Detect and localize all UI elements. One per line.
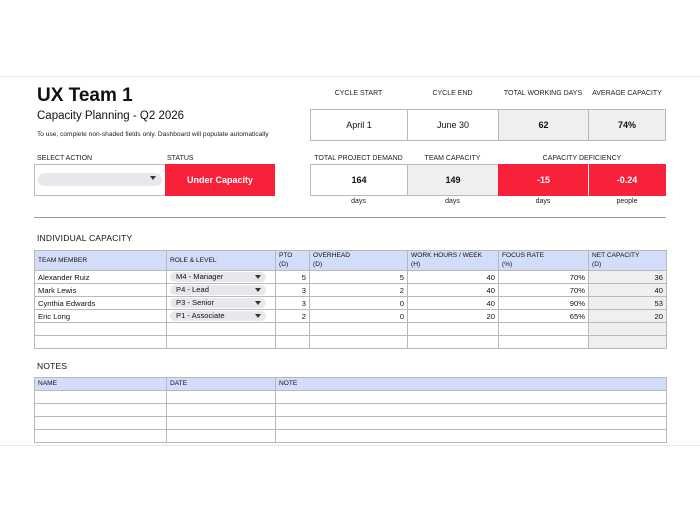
notes-row: [35, 391, 667, 404]
empty-cell[interactable]: [499, 323, 589, 336]
average-capacity-label: AVERAGE CAPACITY: [592, 90, 662, 97]
member-name-cell[interactable]: Mark Lewis: [35, 284, 167, 297]
notes-title: NOTES: [37, 361, 68, 371]
role-cell[interactable]: [167, 310, 276, 323]
page-subtitle: Capacity Planning - Q2 2026: [37, 110, 185, 122]
deficiency-days-cell: -15: [498, 164, 589, 196]
empty-net-cell: [589, 323, 667, 336]
pto-cell[interactable]: 5: [276, 271, 310, 284]
empty-cell[interactable]: [499, 336, 589, 349]
empty-cell[interactable]: [408, 323, 499, 336]
notes-row: [35, 430, 667, 443]
role-dropdown[interactable]: M4 - Manager: [170, 272, 266, 282]
net-capacity-cell: 53: [589, 297, 667, 310]
role-dropdown[interactable]: P4 - Lead: [170, 285, 266, 295]
hours-cell[interactable]: 20: [408, 310, 499, 323]
working-days-label: TOTAL WORKING DAYS: [503, 90, 583, 97]
member-name-cell[interactable]: Alexander Ruiz: [35, 271, 167, 284]
hours-cell[interactable]: 40: [408, 297, 499, 310]
focus-cell[interactable]: 65%: [499, 310, 589, 323]
empty-cell[interactable]: [35, 323, 167, 336]
total-demand-label: TOTAL PROJECT DEMAND: [314, 155, 403, 162]
chevron-down-icon: [150, 176, 156, 180]
note-name-cell[interactable]: [35, 417, 167, 430]
instructions-text: To use, complete non-shaded fields only. Dashboard will populate automatically: [37, 131, 269, 138]
focus-cell[interactable]: 70%: [499, 271, 589, 284]
team-capacity-cell: 149: [407, 164, 499, 196]
col-header-hours: WORK HOURS / WEEK (H): [408, 251, 499, 271]
col-header-name: NAME: [35, 378, 167, 391]
capacity-deficiency-label: CAPACITY DEFICIENCY: [542, 155, 622, 162]
role-dropdown[interactable]: P1 - Associate: [170, 311, 266, 321]
cycle-start-label: CYCLE START: [334, 90, 383, 97]
overhead-cell[interactable]: 5: [310, 271, 408, 284]
total-demand-cell[interactable]: 164: [310, 164, 408, 196]
page-title: UX Team 1: [37, 85, 133, 106]
average-capacity-cell: 74%: [588, 109, 666, 141]
note-text-cell[interactable]: [276, 404, 667, 417]
chevron-down-icon: [255, 301, 261, 305]
overhead-cell[interactable]: 2: [310, 284, 408, 297]
note-date-cell[interactable]: [167, 417, 276, 430]
deficiency-days-unit: days: [535, 198, 551, 205]
pto-cell[interactable]: 3: [276, 297, 310, 310]
hours-cell[interactable]: 40: [408, 284, 499, 297]
hours-cell[interactable]: 40: [408, 271, 499, 284]
note-text-cell[interactable]: [276, 391, 667, 404]
empty-cell[interactable]: [276, 336, 310, 349]
chevron-down-icon: [255, 314, 261, 318]
note-text-cell[interactable]: [276, 430, 667, 443]
col-header-net: NET CAPACITY (D): [589, 251, 667, 271]
net-capacity-cell: 36: [589, 271, 667, 284]
col-header-overhead: OVERHEAD (D): [310, 251, 408, 271]
col-header-date: DATE: [167, 378, 276, 391]
empty-cell[interactable]: [276, 323, 310, 336]
empty-net-cell: [589, 336, 667, 349]
spreadsheet-dashboard: [0, 76, 700, 446]
table-row-empty: [35, 336, 667, 349]
cycle-end-label: CYCLE END: [432, 90, 473, 97]
empty-cell[interactable]: [310, 336, 408, 349]
overhead-cell[interactable]: 0: [310, 310, 408, 323]
empty-cell[interactable]: [167, 336, 276, 349]
focus-cell[interactable]: 70%: [499, 284, 589, 297]
table-row: [35, 310, 667, 323]
empty-cell[interactable]: [408, 336, 499, 349]
focus-cell[interactable]: 90%: [499, 297, 589, 310]
empty-cell[interactable]: [310, 323, 408, 336]
pto-cell[interactable]: 2: [276, 310, 310, 323]
table-row: [35, 271, 667, 284]
note-date-cell[interactable]: [167, 404, 276, 417]
note-text-cell[interactable]: [276, 417, 667, 430]
total-demand-unit: days: [351, 198, 366, 205]
empty-cell[interactable]: [35, 336, 167, 349]
select-action-dropdown[interactable]: [38, 173, 162, 186]
note-name-cell[interactable]: [35, 404, 167, 417]
empty-cell[interactable]: [167, 323, 276, 336]
overhead-cell[interactable]: 0: [310, 297, 408, 310]
working-days-cell: 62: [498, 109, 589, 141]
cycle-end-cell[interactable]: June 30: [407, 109, 499, 141]
col-header-role: ROLE & LEVEL: [167, 251, 276, 271]
team-capacity-unit: days: [445, 198, 460, 205]
role-dropdown[interactable]: P3 - Senior: [170, 298, 266, 308]
deficiency-people-unit: people: [616, 198, 638, 205]
col-header-pto: PTO (D): [276, 251, 310, 271]
chevron-down-icon: [255, 275, 261, 279]
role-cell[interactable]: [167, 297, 276, 310]
table-row: [35, 284, 667, 297]
col-header-member: TEAM MEMBER: [35, 251, 167, 271]
col-header-note: NOTE: [276, 378, 667, 391]
cycle-start-cell[interactable]: April 1: [310, 109, 408, 141]
role-cell[interactable]: [167, 284, 276, 297]
col-header-focus: FOCUS RATE (%): [499, 251, 589, 271]
notes-row: [35, 404, 667, 417]
notes-table: [34, 377, 667, 443]
member-name-cell[interactable]: Cynthia Edwards: [35, 297, 167, 310]
table-row: [35, 297, 667, 310]
table-row-empty: [35, 323, 667, 336]
note-name-cell[interactable]: [35, 430, 167, 443]
note-date-cell[interactable]: [167, 391, 276, 404]
individual-capacity-title: INDIVIDUAL CAPACITY: [37, 233, 133, 243]
select-action-label: SELECT ACTION: [37, 155, 93, 162]
status-label: STATUS: [167, 155, 194, 162]
net-capacity-cell: 40: [589, 284, 667, 297]
team-capacity-label: TEAM CAPACITY: [424, 155, 481, 162]
deficiency-people-cell: -0.24: [588, 164, 666, 196]
pto-cell[interactable]: 3: [276, 284, 310, 297]
note-date-cell[interactable]: [167, 430, 276, 443]
individual-capacity-table: [34, 250, 667, 349]
status-badge: Under Capacity: [165, 164, 275, 196]
member-name-cell[interactable]: Eric Long: [35, 310, 167, 323]
notes-row: [35, 417, 667, 430]
chevron-down-icon: [255, 288, 261, 292]
note-name-cell[interactable]: [35, 391, 167, 404]
role-cell[interactable]: [167, 271, 276, 284]
section-divider: [34, 217, 666, 218]
net-capacity-cell: 20: [589, 310, 667, 323]
